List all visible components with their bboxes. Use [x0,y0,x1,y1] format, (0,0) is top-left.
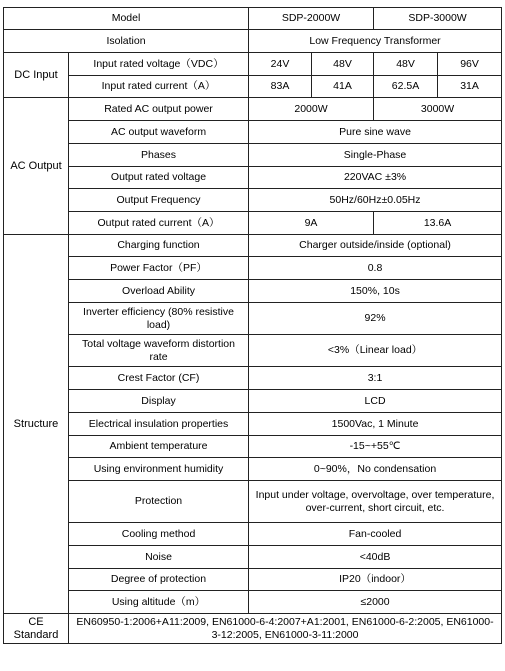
row-label: Output rated voltage [69,167,249,189]
row-value: Charger outside/inside (optional) [249,235,502,257]
table-row [4,30,502,53]
model-name: SDP-3000W [374,8,502,30]
table-row [4,189,502,212]
table-row [4,335,502,367]
category-label: DC Input [4,53,69,98]
row-label: Using altitude（m） [69,591,249,614]
row-value: 0~90%，No condensation [249,458,502,481]
row-value: 3000W [374,98,502,121]
category-label: Structure [4,235,69,614]
row-value: 83A [249,76,312,98]
row-label: Protection [69,481,249,523]
table-row [4,436,502,458]
table-row [4,546,502,569]
row-value: 96V [438,53,502,76]
row-label: Using environment humidity [69,458,249,481]
table-row [4,569,502,591]
table-row [4,413,502,436]
row-value: 24V [249,53,312,76]
table-row [4,367,502,390]
table-row [4,235,502,257]
row-value: 0.8 [249,257,502,280]
row-value: -15~+55℃ [249,436,502,458]
row-value: 41A [312,76,374,98]
spec-table [3,7,502,644]
table-row [4,53,502,76]
row-value: 13.6A [374,212,502,235]
row-label: Rated AC output power [69,98,249,121]
row-label: Isolation [4,30,249,53]
row-value: 31A [438,76,502,98]
row-label: Degree of protection [69,569,249,591]
row-value: IP20（indoor） [249,569,502,591]
table-row [4,257,502,280]
row-value: Fan-cooled [249,523,502,546]
row-label: Charging function [69,235,249,257]
table-row [4,591,502,614]
row-label: Inverter efficiency (80% resistive load) [69,303,249,335]
table-row [4,614,502,644]
model-name: SDP-2000W [249,8,374,30]
table-row [4,280,502,303]
row-label: Output rated current（A） [69,212,249,235]
table-row [4,523,502,546]
row-label: Ambient temperature [69,436,249,458]
row-value: 1500Vac, 1 Minute [249,413,502,436]
row-value: <3%（Linear load） [249,335,502,367]
row-value: 62.5A [374,76,438,98]
row-label: Cooling method [69,523,249,546]
row-value: 92% [249,303,502,335]
category-label: AC Output [4,98,69,235]
table-row [4,303,502,335]
model-label: Model [4,8,249,30]
row-label: Input rated voltage（VDC） [69,53,249,76]
row-label: Total voltage waveform distortion rate [69,335,249,367]
table-row [4,481,502,523]
row-label: Crest Factor (CF) [69,367,249,390]
row-label: Overload Ability [69,280,249,303]
ce-standards: EN60950-1:2006+A11:2009, EN61000-6-4:2007+A1:2001, EN61000-6-2:2005, EN61000-3-12:2005, EN61000-3-11:2000 [69,614,502,644]
row-label: Display [69,390,249,413]
category-label: CE Standard [4,614,69,644]
table-row [4,212,502,235]
row-value: <40dB [249,546,502,569]
table-row [4,167,502,189]
row-value: 50Hz/60Hz±0.05Hz [249,189,502,212]
row-label: Output Frequency [69,189,249,212]
table-row [4,390,502,413]
row-value: ≤2000 [249,591,502,614]
row-label: Input rated current（A） [69,76,249,98]
row-label: Phases [69,144,249,167]
row-value: Input under voltage, overvoltage, over temperature, over-current, short circuit, etc. [249,481,502,523]
table-row [4,144,502,167]
table-row [4,121,502,144]
row-value: Low Frequency Transformer [249,30,502,53]
row-value: Pure sine wave [249,121,502,144]
row-value: 220VAC ±3% [249,167,502,189]
row-label: Noise [69,546,249,569]
table-row [4,458,502,481]
row-label: Power Factor（PF） [69,257,249,280]
table-row [4,98,502,121]
row-value: Single-Phase [249,144,502,167]
row-value: 48V [312,53,374,76]
table-row [4,76,502,98]
row-value: 2000W [249,98,374,121]
row-value: 150%, 10s [249,280,502,303]
row-value: LCD [249,390,502,413]
row-value: 9A [249,212,374,235]
row-label: AC output waveform [69,121,249,144]
table-row [4,8,502,30]
row-value: 48V [374,53,438,76]
row-label: Electrical insulation properties [69,413,249,436]
row-value: 3:1 [249,367,502,390]
